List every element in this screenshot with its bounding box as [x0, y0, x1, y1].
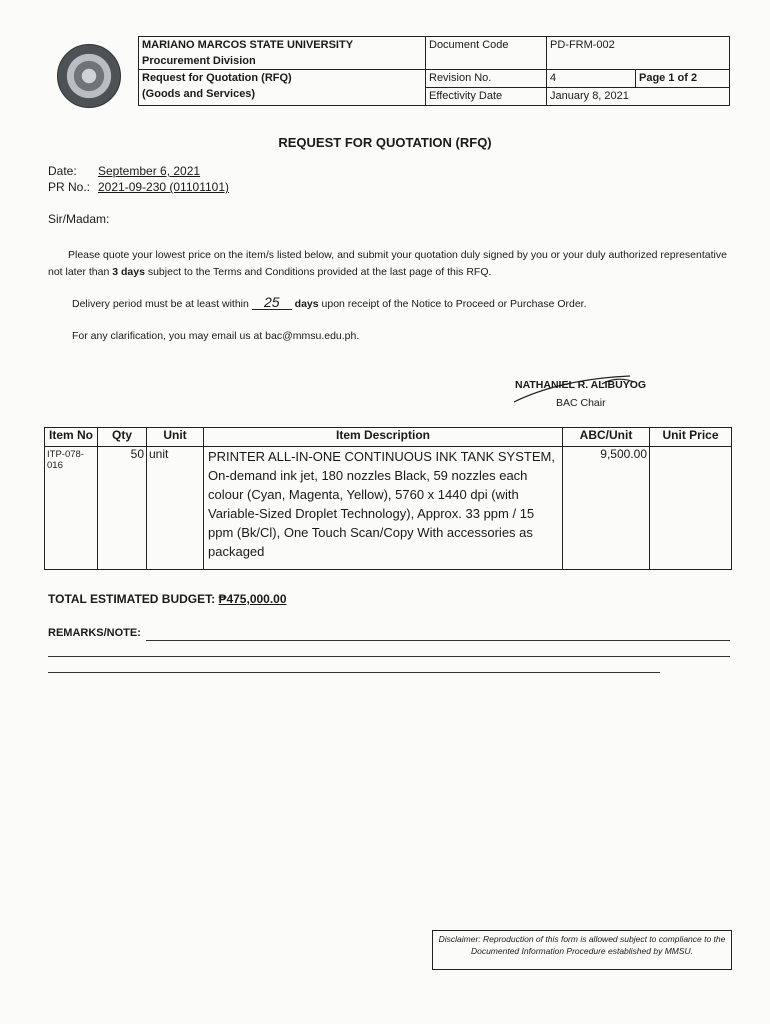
- remarks-line-3: [48, 672, 660, 673]
- cell-qty: 50: [98, 447, 147, 570]
- items-table: [44, 427, 732, 570]
- col-description: Item Description: [204, 428, 563, 447]
- division-name: Procurement Division: [142, 55, 256, 67]
- col-unit: Unit: [147, 428, 204, 447]
- page-title: REQUEST FOR QUOTATION (RFQ): [278, 135, 492, 150]
- pr-row: [48, 180, 229, 194]
- signatory-name: NATHANIEL R. ALIBUYOG: [515, 379, 647, 391]
- delivery-paragraph: [72, 296, 587, 313]
- university-seal-logo: [57, 44, 121, 108]
- pr-label: PR No.:: [48, 180, 91, 194]
- header-form-cell: [139, 70, 426, 106]
- delivery-text-c: upon receipt of the Notice to Proceed or Purchase Order.: [318, 298, 587, 310]
- date-value: September 6, 2021: [98, 164, 201, 178]
- revision-label: Revision No.: [426, 70, 547, 88]
- delivery-days-handwritten: 25: [252, 296, 292, 310]
- doc-code-value: PD-FRM-002: [547, 37, 730, 70]
- cell-item-no: ITP-078-016: [45, 447, 98, 570]
- table-row: [45, 447, 732, 570]
- cell-unit-price: [650, 447, 732, 570]
- cell-abc-unit: 9,500.00: [563, 447, 650, 570]
- delivery-days-word: days: [294, 298, 319, 310]
- budget-label: TOTAL ESTIMATED BUDGET:: [48, 592, 219, 606]
- disclaimer-box: Disclaimer: Reproduction of this form is allowed subject to compliance to the Documented Information Procedure established by MMSU.: [432, 930, 732, 970]
- remarks-line-1: [146, 640, 730, 641]
- col-unit-price: Unit Price: [650, 428, 732, 447]
- effectivity-value: January 8, 2021: [547, 88, 730, 106]
- revision-value: 4: [547, 70, 636, 88]
- salutation: Sir/Madam:: [48, 212, 110, 226]
- effectivity-label: Effectivity Date: [426, 88, 547, 106]
- budget-value: ₱475,000.00: [218, 592, 287, 606]
- instruction-text-b: subject to the Terms and Conditions provided at the last page of this RFQ.: [144, 266, 492, 278]
- form-subtitle: (Goods and Services): [142, 88, 256, 100]
- col-item-no: Item No: [45, 428, 98, 447]
- form-title: Request for Quotation (RFQ): [142, 72, 292, 84]
- col-abc-unit: ABC/Unit: [563, 428, 650, 447]
- clarification-text: For any clarification, you may email us at bac@mmsu.edu.ph.: [72, 330, 360, 342]
- table-header-row: [45, 428, 732, 447]
- col-qty: Qty: [98, 428, 147, 447]
- instruction-text-a: Please quote your lowest price on the item/s listed below, and submit your quotation duly signed by you or your duly authorized representative not later than: [48, 249, 727, 278]
- pr-value: 2021-09-230 (01101101): [98, 180, 229, 194]
- remarks-label: REMARKS/NOTE:: [48, 627, 141, 639]
- header-org-cell: [139, 37, 426, 70]
- date-row: [48, 164, 200, 178]
- date-label: Date:: [48, 164, 77, 178]
- doc-code-label: Document Code: [426, 37, 547, 70]
- remarks-line-2: [48, 656, 730, 657]
- signatory-role: BAC Chair: [556, 397, 606, 409]
- page-number: Page 1 of 2: [636, 70, 730, 88]
- cell-unit: unit: [147, 447, 204, 570]
- cell-description: PRINTER ALL-IN-ONE CONTINUOUS INK TANK SYSTEM, On-demand ink jet, 180 nozzles Black, 59 nozzles each colour (Cyan, Magenta, Yellow), 5760 x 1440 dpi (with Variable-Sized Droplet Technology), Approx. 33 ppm / 15 ppm (Bk/Cl), One Touch Scan/Copy With accessories as packaged: [204, 447, 563, 570]
- delivery-text-a: Delivery period must be at least within: [72, 298, 252, 310]
- total-budget: [48, 592, 287, 606]
- instruction-paragraph: [48, 247, 730, 281]
- university-name: MARIANO MARCOS STATE UNIVERSITY: [142, 39, 354, 51]
- instruction-days: 3 days: [112, 266, 145, 278]
- document-header-table: [138, 36, 730, 106]
